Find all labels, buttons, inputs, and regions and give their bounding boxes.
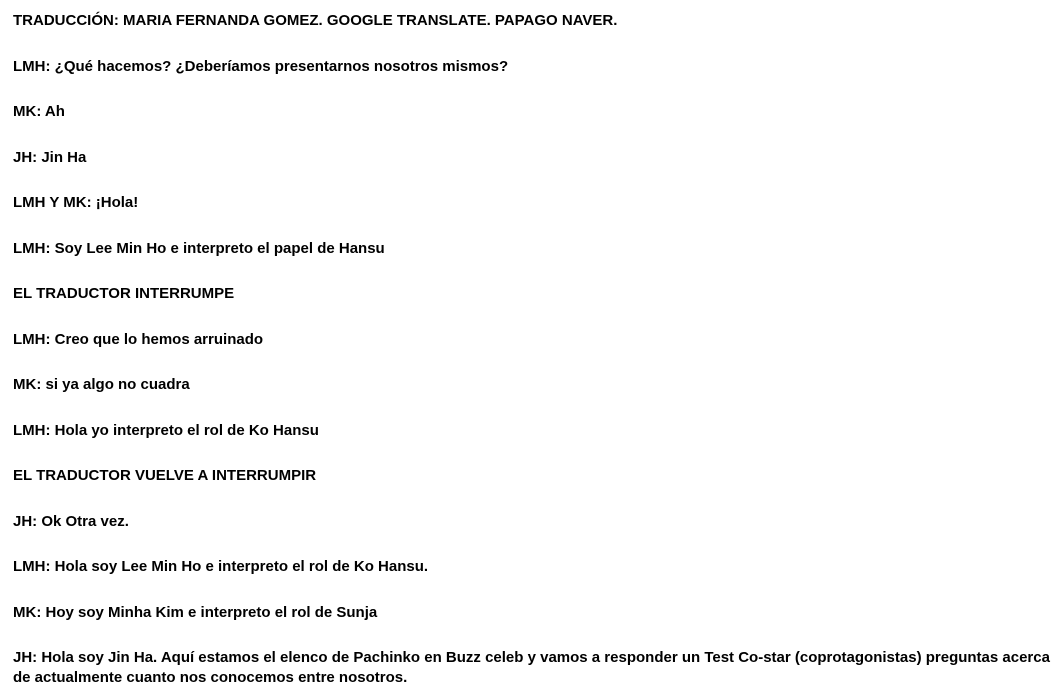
dialogue-line: LMH: Hola yo interpreto el rol de Ko Hansu (13, 421, 319, 439)
dialogue-line: LMH: Creo que lo hemos arruinado (13, 330, 264, 348)
dialogue-line: LMH Y MK: ¡Hola! (13, 194, 139, 211)
dialogue-line: LMH: Soy Lee Min Ho e interpreto el papel de Hansu (13, 239, 385, 257)
dialogue-line: JH: Hola soy Jin Ha. Aquí estamos el elenco de Pachinko en Buzz celeb y vamos a responder un Test Co-star (coprotagonistas) preguntas acerca de actualmente cuanto nos conocemos entre nosotros. (13, 649, 1050, 686)
stage-note: EL TRADUCTOR VUELVE A INTERRUMPIR (13, 467, 317, 484)
translation-credit: TRADUCCIÓN: MARIA FERNANDA GOMEZ. GOOGLE TRANSLATE. PAPAGO NAVER. (13, 12, 618, 29)
stage-note: EL TRADUCTOR INTERRUMPE (13, 285, 235, 302)
document-body (13, 11, 1053, 688)
dialogue-line: MK: Ah (13, 103, 65, 120)
dialogue-line: MK: Hoy soy Minha Kim e interpreto el rol de Sunja (13, 603, 378, 621)
dialogue-line: LMH: Hola soy Lee Min Ho e interpreto el rol de Ko Hansu. (13, 558, 429, 575)
dialogue-line: JH: Jin Ha (13, 148, 87, 166)
dialogue-line: LMH: ¿Qué hacemos? ¿Deberíamos presentarnos nosotros mismos? (13, 57, 509, 75)
dialogue-line: MK: si ya algo no cuadra (13, 376, 190, 393)
dialogue-line: JH: Ok Otra vez. (13, 512, 129, 530)
